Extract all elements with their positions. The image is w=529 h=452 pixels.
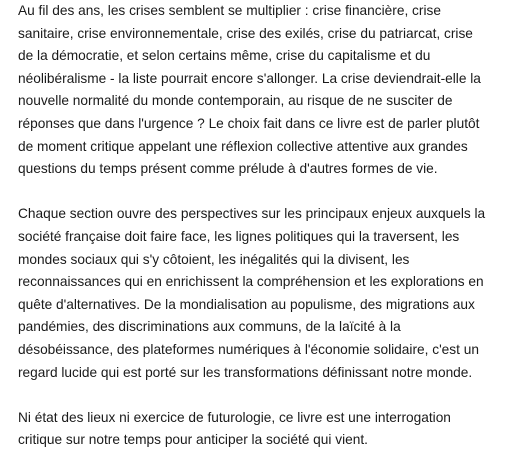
text-line: pandémies, des discriminations aux communs, de la laïcité à la [18,319,401,335]
paragraph-conclusion [18,407,523,452]
paragraph-spacer [18,181,523,204]
text-line: de moment critique appelant une réflexion collective attentive aux grandes [18,138,468,154]
document-body [18,0,523,452]
text-line: désobéissance, des plateformes numériques à l'économie solidaire, c'est un [18,341,479,357]
paragraph-spacer [18,384,523,407]
text-line: sanitaire, crise environnementale, crise des exilés, crise du patriarcat, crise [18,25,473,41]
text-line: nouvelle normalité du monde contemporain, au risque de ne susciter de [18,93,453,109]
text-line: regard lucide qui est porté sur les transformations définissant notre monde. [18,364,473,380]
text-line: société française doit faire face, les lignes politiques qui la traversent, les [18,228,460,244]
paragraph-sections [18,203,523,384]
text-line: de la démocratie, et selon certains même, crise du capitalisme et du [18,48,431,64]
text-line: mondes sociaux qui s'y côtoient, les inégalités qui la divisent, les [18,251,410,267]
text-line: Ni état des lieux ni exercice de futurologie, ce livre est une interrogation [18,409,451,425]
text-line: quête d'alternatives. De la mondialisation au populisme, des migrations aux [18,296,475,312]
text-line: néolibéralisme - la liste pourrait encore s'allonger. La crise deviendrait-elle la [18,70,481,86]
text-line: reconnaissances qui en enrichissent la compréhension et les explorations en [18,274,484,290]
text-line: Au fil des ans, les crises semblent se multiplier : crise financière, crise [18,3,441,18]
paragraph-crises [18,0,523,181]
text-line: questions du temps présent comme prélude à d'autres formes de vie. [18,161,438,177]
text-line: critique sur notre temps pour anticiper la société qui vient. [18,432,368,448]
text-line: réponses que dans l'urgence ? Le choix fait dans ce livre est de parler plutôt [18,115,480,131]
text-line: Chaque section ouvre des perspectives sur les principaux enjeux auxquels la [18,206,486,222]
